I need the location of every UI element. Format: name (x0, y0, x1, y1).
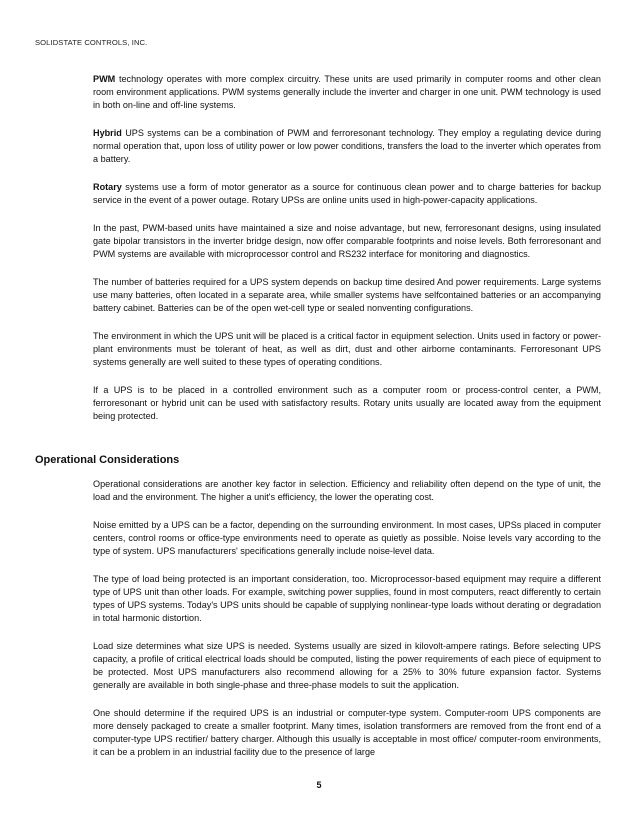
paragraph-batteries (93, 276, 601, 315)
paragraph-industrial: One should determine if the required UPS is an industrial or computer-type system. Computer-room UPS components are more densely packaged to create a smaller footprint. Many times, isolation transformers are removed from the front end of a computer-type UPS rectifier/ battery charger. Although this usually is acceptable in most office/ computer-room environments, it can be a problem in an industrial facility due to the presence of large (93, 708, 601, 757)
paragraph-lead: Hybrid (93, 128, 122, 138)
paragraph-text: systems use a form of motor generator as a source for continuous clean power and to charge batteries for backup service in the event of a power outage. Rotary UPSs are online units used in high-power-capacity applications. (93, 182, 601, 205)
paragraph-text: UPS systems can be a combination of PWM and ferroresonant technology. They employ a regulating device during normal operation that, upon loss of utility power or low power conditions, transfers the load to the inverter which operates from a battery. (93, 128, 601, 164)
paragraph-pwm (93, 73, 601, 112)
paragraph-text: The environment in which the UPS unit will be placed is a critical factor in equipment selection. Units used in factory or power-plant environments must be tolerant of heat, as well as dirt, dust and other airborne contaminants. Ferroresonant UPS systems generally are well suited to these types of operating conditions. (93, 331, 601, 367)
paragraph-hybrid (93, 127, 601, 166)
paragraph-rotary (93, 181, 601, 207)
section-heading: Operational Considerations (35, 454, 180, 466)
paragraph-load-size: Load size determines what size UPS is needed. Systems usually are sized in kilovolt-ampere ratings. Before selecting UPS capacity, a profile of critical electrical loads should be computed, listing the power requirements of each piece of equipment to be protected. Most UPS manufacturers also recommend allowing for a 25% to 30% future expansion factor. Systems generally are available in both single-phase and three-phase models to suit the application. (93, 641, 601, 690)
paragraph-text: technology operates with more complex circuitry. These units are used primarily in computer rooms and other clean room environment applications. PWM systems generally include the inverter and charger in one unit. PWM technology is used in both on-line and off-line systems. (93, 74, 601, 110)
paragraph-past (93, 222, 601, 261)
page-number: 5 (316, 780, 322, 790)
paragraph-noise: Noise emitted by a UPS can be a factor, depending on the surrounding environment. In most cases, UPSs placed in computer centers, control rooms or office-type environments need to operate as quietly as possible. Noise levels vary according to the type of system. UPS manufacturers' specifications generally include noise-level data. (93, 520, 601, 556)
paragraph-lead: PWM (93, 74, 116, 84)
paragraph-text: The number of batteries required for a UPS system depends on backup time desired And power requirements. Large systems use many batteries, often located in a separate area, while smaller systems have selfcontained batteries or an accompanying battery cabinet. Batteries can be of the open wet-cell type or sealed nonventing configurations. (93, 277, 601, 313)
paragraph-controlled-environment (93, 384, 601, 423)
paragraph-operational: Operational considerations are another key factor in selection. Efficiency and reliability often depend on the type of unit, the load and the environment. The higher a unit's efficiency, the lower the operating cost. (93, 479, 601, 502)
company-header: SOLIDSTATE CONTROLS, INC. (35, 38, 148, 47)
paragraph-load-type: The type of load being protected is an important consideration, too. Microprocessor-based equipment may require a different type of UPS unit than other loads. For example, switching power supplies, found in most computers, react differently to certain types of UPS systems. Today's UPS units should be capable of supplying nonlinear-type loads without derating or degradation in total harmonic distortion. (93, 574, 601, 623)
paragraph-text: If a UPS is to be placed in a controlled environment such as a computer room or process-control center, a PWM, ferroresonant or hybrid unit can be used with satisfactory results. Rotary units usually are located away from the equipment being protected. (93, 385, 601, 421)
paragraph-environment (93, 330, 601, 369)
intro-section (93, 73, 601, 438)
paragraph-lead: Rotary (93, 182, 122, 192)
operational-section (93, 478, 601, 774)
paragraph-text: In the past, PWM-based units have maintained a size and noise advantage, but new, ferroresonant designs, using insulated gate bipolar transistors in the inverter bridge design, now offer comparable footprints and noise levels. Both ferroresonant and PWM systems are available with microprocessor control and RS232 interface for monitoring and diagnostics. (93, 223, 601, 259)
